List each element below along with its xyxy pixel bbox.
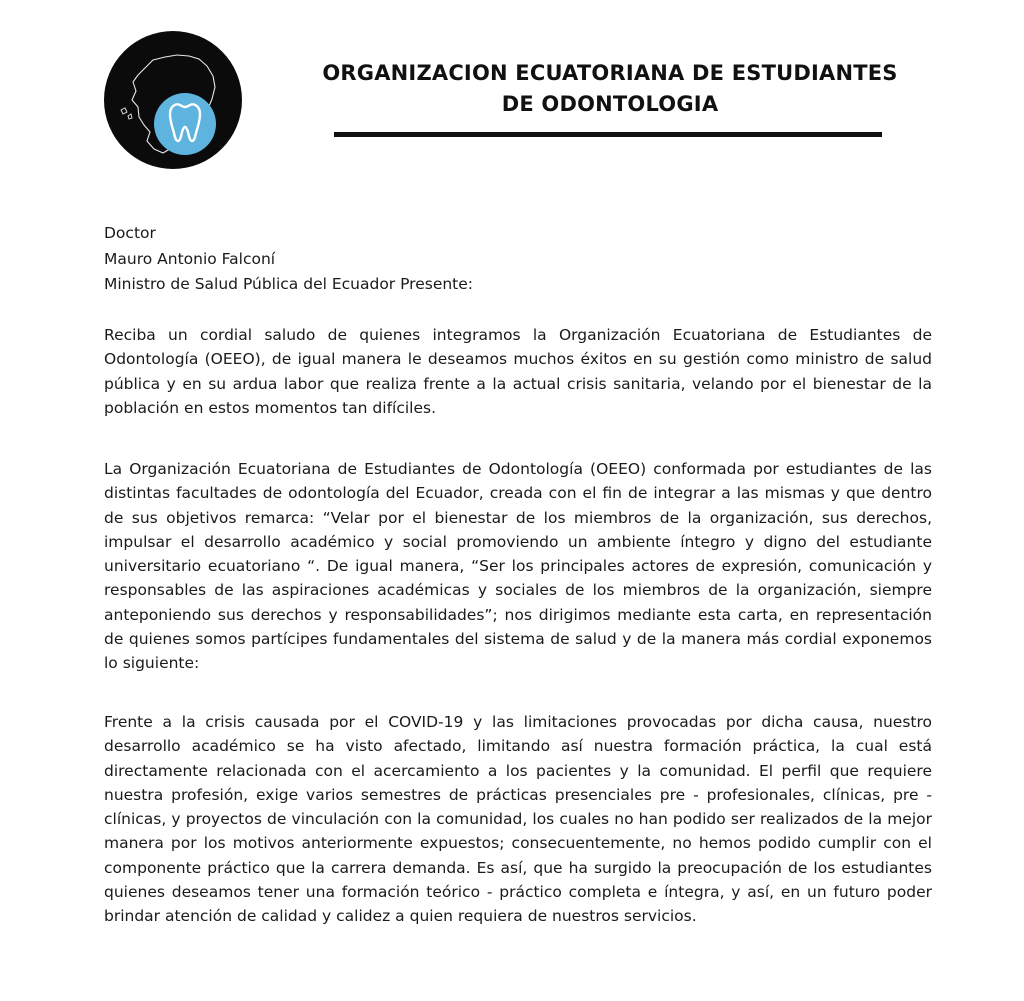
paragraph-greeting: Reciba un cordial saludo de quienes integramos la Organización Ecuatoriana de Estudiantes de Odontología (OEEO), de igual manera le deseamos muchos éxitos en su gestión como ministro de salud pública y en su ardua labor que realiza frente a la actual crisis sanitaria, velando por el bienestar de la población en estos momentos tan difíciles. — [104, 326, 932, 417]
tooth-badge — [154, 93, 216, 155]
recipient-title: Doctor — [104, 224, 156, 242]
tooth-on-ecuador-map-logo — [103, 30, 243, 170]
paragraph-organization: La Organización Ecuatoriana de Estudiantes de Odontología (OEEO) conformada por estudiantes de las distintas facultades de odontología del Ecuador, creada con el fin de integrar a las mismas y que dentro de sus objetivos remarca: “Velar por el bienestar de los miembros de la organización, sus derechos, impulsar el desarrollo académico y social promoviendo un ambiente íntegro y digno del estudiante universitario ecuatoriano “. De igual manera, “Ser los principales actores de expresión, comunicación y responsables de las aspiraciones académicas y sociales de los miembros de la organización, siempre anteponiendo sus derechos y responsabilidades”; nos dirigimos mediante esta carta, en representación de quienes somos partícipes fundamentales del sistema de salud y de la manera más cordial exponemos lo siguiente: — [104, 460, 932, 673]
recipient-position: Ministro de Salud Pública del Ecuador Presente: — [104, 275, 474, 293]
recipient-address — [104, 221, 924, 298]
recipient-name: Mauro Antonio Falconí — [104, 249, 276, 268]
organization-title: ORGANIZACION ECUATORIANA DE ESTUDIANTES DE ODONTOLOGIA — [322, 61, 898, 116]
paragraph-covid-impact: Frente a la crisis causada por el COVID-19 y las limitaciones provocadas por dicha causa, nuestro desarrollo académico se ha visto afectado, limitando así nuestra formación práctica, la cual está directamente relacionada con el acercamiento a los pacientes y la comunidad. El perfil que requiere nuestra profesión, exige varios semestres de prácticas presenciales pre - profesionales, clínicas, pre - clínicas, y proyectos de vinculación con la comunidad, los cuales no han podido ser realizados de la mejor manera por los motivos anteriormente expuestos; consecuentemente, no hemos podido cumplir con el componente práctico que la carrera demanda. Es así, que ha surgido la preocupación de los estudiantes quienes deseamos tener una formación teórico - práctico completa e íntegra, y así, en un futuro poder brindar atención de calidad y calidez a quien requiera de nuestros servicios. — [104, 713, 932, 926]
title-underline — [334, 132, 882, 137]
